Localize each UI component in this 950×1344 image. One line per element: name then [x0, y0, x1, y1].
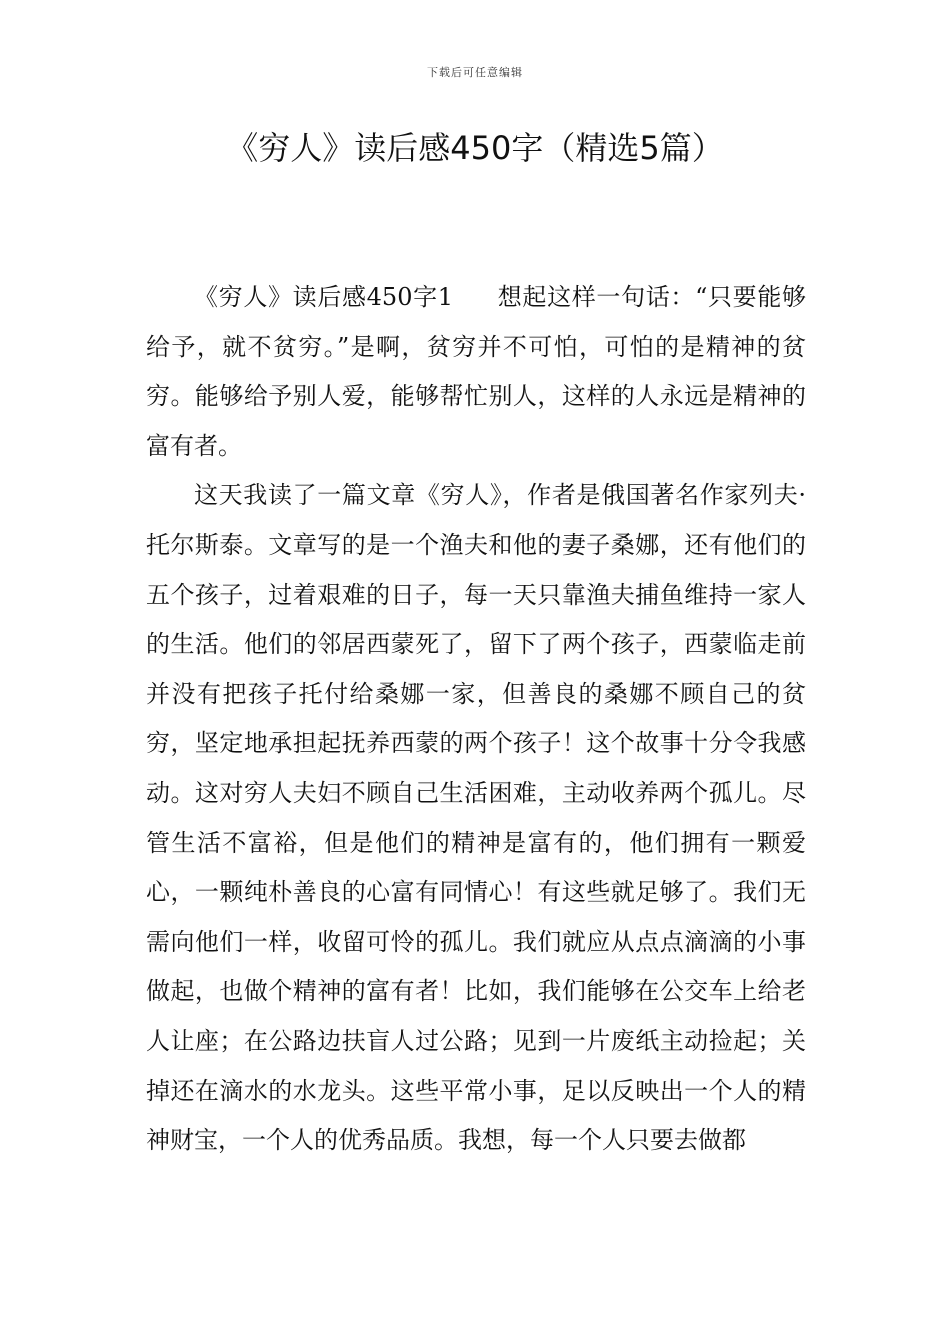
paragraph-heading: 《穷人》读后感450字1	[194, 283, 454, 311]
paragraph-text: 这天我读了一篇文章《穷人》，作者是俄国著名作家列夫·托尔斯泰。文章写的是一个渔夫和他的妻子桑娜，还有他们的五个孩子，过着艰难的日子，每一天只靠渔夫捕鱼维持一家人的生活。他们的邻居西蒙死了，留下了两个孩子，西蒙临走前并没有把孩子托付给桑娜一家，但善良的桑娜不顾自己的贫穷，坚定地承担起抚养西蒙的两个孩子！这个故事十分令我感动。这对穷人夫妇不顾自己生活困难，主动收养两个孤儿。尽管生活不富裕，但是他们的精神是富有的，他们拥有一颗爱心，一颗纯朴善良的心富有同情心！有这些就足够了。我们无需向他们一样，收留可怜的孤儿。我们就应从点点滴滴的小事做起，也做个精神的富有者！比如，我们能够在公交车上给老人让座；在公路边扶盲人过公路；见到一片废纸主动捡起；关掉还在滴水的水龙头。这些平常小事，足以反映出一个人的精神财宝，一个人的优秀品质。我想，每一个人只要去做都	[146, 481, 806, 1155]
paragraph-text: 想起这样一句话：“只要能够给予，就不贫穷。”是啊，贫穷并不可怕，可怕的是精神的贫穷。能够给予别人爱，能够帮忙别人，这样的人永远是精神的富有者。	[146, 283, 806, 460]
paragraph-2	[146, 471, 806, 1165]
document-body	[146, 273, 806, 1166]
paragraph-1	[146, 273, 806, 471]
header-note: 下载后可任意编辑	[427, 66, 523, 79]
document-title: 《穷人》读后感450字（精选5篇）	[226, 129, 724, 167]
